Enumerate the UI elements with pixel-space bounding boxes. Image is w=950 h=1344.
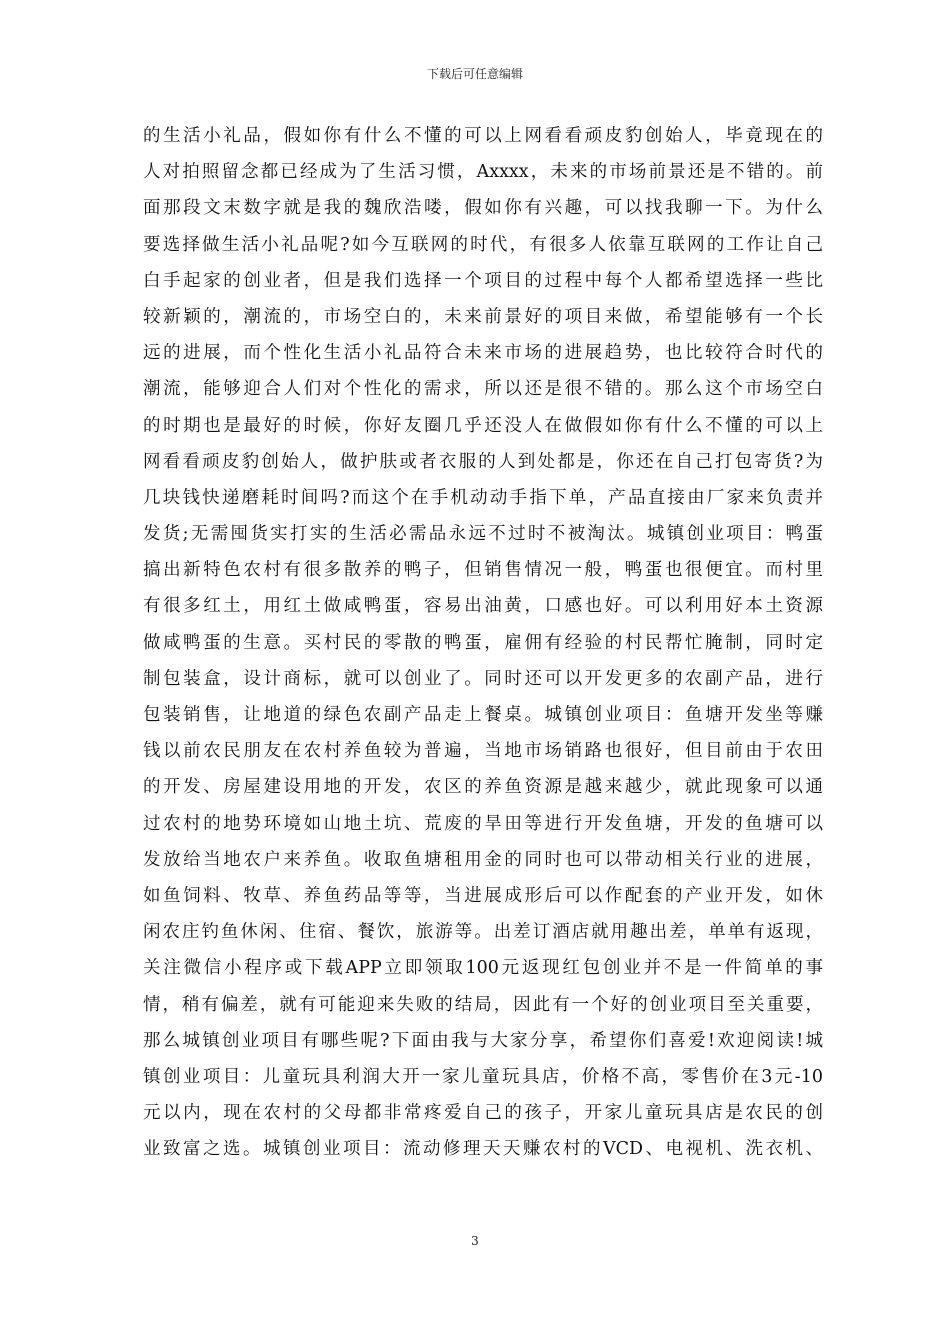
body-line: 搞出新特色农村有很多散养的鸭子，但销售情况一般，鸭蛋也很便宜。而村里: [143, 560, 823, 581]
body-line: 钱以前农民朋友在农村养鱼较为普遍，当地市场销路也很好，但目前由于农田: [143, 741, 823, 762]
body-line: 的生活小礼品，假如你有什么不懂的可以上网看看顽皮豹创始人，毕竟现在的: [143, 126, 823, 146]
body-line: 几块钱快递磨耗时间吗?而这个在手机动动手指下单，产品直接由厂家来负责并: [143, 487, 823, 508]
body-line: 制包装盒，设计商标，就可以创业了。同时还可以开发更多的农副产品，进行: [143, 668, 823, 689]
body-line: 较新颖的，潮流的，市场空白的，未来前景好的项目来做，希望能够有一个长: [143, 306, 823, 327]
body-line: 要选择做生活小礼品呢?如今互联网的时代，有很多人依靠互联网的工作让自己: [143, 234, 823, 255]
body-line: 的时期也是最好的时候，你好友圈几乎还没人在做假如你有什么不懂的可以上: [143, 415, 823, 436]
body-line: 网看看顽皮豹创始人，做护肤或者衣服的人到处都是，你还在自己打包寄货?为: [143, 451, 823, 472]
body-line: 关注微信小程序或下载APP立即领取100元返现红包创业并不是一件简单的事: [143, 958, 823, 979]
body-line: 闲农庄钓鱼休闲、住宿、餐饮，旅游等。出差订酒店就用趣出差，单单有返现，: [143, 922, 823, 943]
body-line: 做咸鸭蛋的生意。买村民的零散的鸭蛋，雇佣有经验的村民帮忙腌制，同时定: [143, 632, 823, 653]
body-line: 那么城镇创业项目有哪些呢?下面由我与大家分享，希望你们喜爱!欢迎阅读!城: [143, 1030, 823, 1051]
body-text: [143, 118, 823, 1167]
body-line: 发货;无需囤货实打实的生活必需品永远不过时不被淘汰。城镇创业项目：鸭蛋: [143, 524, 823, 545]
body-line: 白手起家的创业者，但是我们选择一个项目的过程中每个人都希望选择一些比: [143, 270, 823, 291]
body-line: 业致富之选。城镇创业项目：流动修理天天赚农村的VCD、电视机、洗衣机、: [143, 1139, 823, 1160]
body-line: 包装销售，让地道的绿色农副产品走上餐桌。城镇创业项目：鱼塘开发坐等赚: [143, 705, 823, 725]
body-line: 潮流，能够迎合人们对个性化的需求，所以还是很不错的。那么这个市场空白: [143, 379, 823, 400]
body-line: 的开发、房屋建设用地的开发，农区的养鱼资源是越来越少，就此现象可以通: [143, 777, 823, 798]
page-number: 3: [471, 1234, 479, 1248]
body-line: 远的进展，而个性化生活小礼品符合未来市场的进展趋势，也比较符合时代的: [143, 343, 823, 364]
body-line: 元以内，现在农村的父母都非常疼爱自己的孩子，开家儿童玩具店是农民的创: [143, 1103, 823, 1124]
page-header-note: 下载后可任意编辑: [426, 67, 523, 81]
body-line: 人对拍照留念都已经成为了生活习惯，Axxxx，未来的市场前景还是不错的。前: [143, 162, 823, 183]
body-line: 发放给当地农户来养鱼。收取鱼塘租用金的同时也可以带动相关行业的进展，: [143, 849, 823, 870]
body-line: 如鱼饲料、牧草、养鱼药品等等，当进展成形后可以作配套的产业开发，如休: [143, 885, 823, 906]
body-line: 情，稍有偏差，就有可能迎来失败的结局，因此有一个好的创业项目至关重要，: [143, 994, 823, 1015]
body-line: 面那段文末数字就是我的魏欣浩喽，假如你有兴趣，可以找我聊一下。为什么: [143, 198, 823, 219]
body-line: 镇创业项目：儿童玩具利润大开一家儿童玩具店，价格不高，零售价在3元-10: [143, 1066, 823, 1087]
body-line: 有很多红土，用红土做咸鸭蛋，容易出油黄，口感也好。可以利用好本土资源: [143, 596, 823, 617]
body-line: 过农村的地势环境如山地土坑、荒废的旱田等进行开发鱼塘，开发的鱼塘可以: [143, 813, 823, 834]
